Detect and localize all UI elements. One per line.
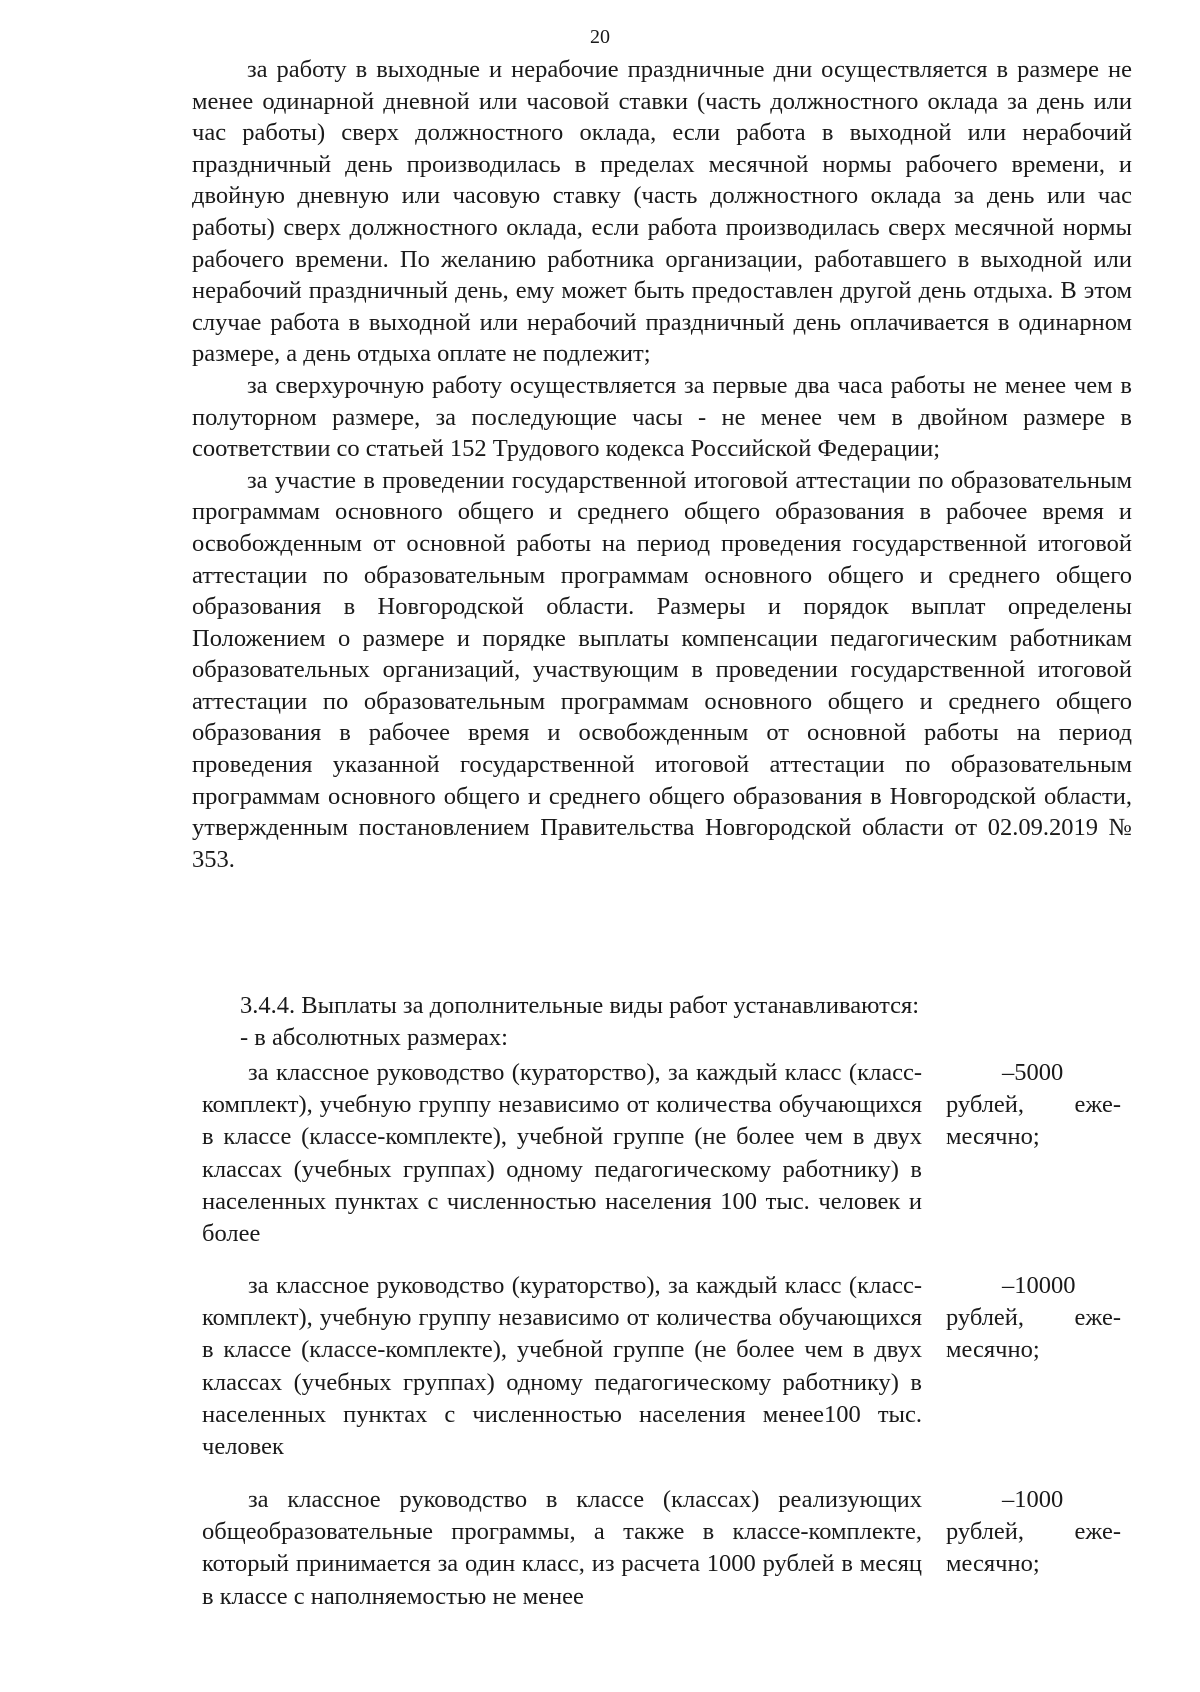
- list-intro: - в абсолютных размерах:: [240, 1023, 508, 1051]
- payment-row: [192, 1270, 1132, 1466]
- amount-frequency: месячно;: [946, 1550, 1040, 1578]
- additional-work-heading: [240, 990, 919, 1053]
- amount-frequency-prefix: еже-: [1074, 1518, 1121, 1546]
- payment-amount: [946, 1057, 1121, 1154]
- paragraph-attestation-pay: за участие в проведении государственной итоговой аттестации по образовательным программам основного общего и среднего общего образования в рабочее время и освобожденным от основной работы на период проведения государственной итоговой аттестации по образовательным программам основного общего и среднего общего образования в Новгородской области. Размеры и порядок выплат определены Положением о размере и порядке выплаты компенсации педагогическим работникам образовательных организаций, участвующим в проведении государственной итоговой аттестации по образовательным программам основного общего и среднего общего образования в рабочее время и освобожденным от основной работы на период проведения указанной государственной итоговой аттестации по образовательным программам основного общего и среднего общего образования в Новгородской области, утвержденным постановлением Правительства Новгородской области от 02.09.2019 № 353.: [192, 466, 1132, 873]
- amount-unit: рублей,: [946, 1304, 1025, 1332]
- amount-frequency: месячно;: [946, 1123, 1040, 1151]
- section-heading: 3.4.4. Выплаты за дополнительные виды работ устанавливаются:: [240, 992, 920, 1019]
- amount-frequency: месячно;: [946, 1336, 1040, 1364]
- paragraph-overtime-pay: за сверхурочную работу осуществляется за первые два часа работы не менее чем в полуторном размере, за последующие часы - не менее чем в двойном размере в соответствии со статьей 152 Трудового кодекса Российской Федерации;: [192, 371, 1132, 463]
- amount-frequency-prefix: еже-: [1074, 1304, 1121, 1332]
- amount-frequency-prefix: еже-: [1074, 1091, 1121, 1119]
- amount-unit: рублей,: [946, 1518, 1025, 1546]
- amount-value: –1000: [1002, 1486, 1064, 1513]
- amount-value: –5000: [1002, 1059, 1064, 1086]
- payment-row: [192, 1484, 1132, 1624]
- amount-value: –10000: [1002, 1272, 1076, 1299]
- payment-amount: [946, 1484, 1121, 1581]
- amount-unit: рублей,: [946, 1091, 1025, 1119]
- payment-description: за классное руководство (кураторство), за каждый класс (класс-комплект), учебную группу независимо от количества обучающихся в классе (классе-комплекте), учебной группе (не более чем в двух классах (учебных группах) одному педагогическому работнику) в населенных пунктах с численностью населения 100 тыс. человек и более: [202, 1059, 922, 1248]
- payment-amount: [946, 1270, 1121, 1367]
- payment-description: за классное руководство в классе (классах) реализующих общеобразовательные программы, а также в классе-комплекте, который принимается за один класс, из расчета 1000 рублей в месяц в классе с наполняемостью не менее: [202, 1486, 922, 1610]
- payment-description: за классное руководство (кураторство), за каждый класс (класс-комплект), учебную группу независимо от количества обучающихся в классе (классе-комплекте), учебной группе (не более чем в двух классах (учебных группах) одному педагогическому работнику) в населенных пунктах с численностью населения менее100 тыс. человек: [202, 1272, 922, 1461]
- paragraph-weekend-pay: за работу в выходные и нерабочие праздничные дни осуществляется в размере не менее одинарной дневной или часовой ставки (часть должностного оклада за день или час работы) сверх должностного оклада, если работа в выходной или нерабочий праздничный день производилась в пределах месячной нормы рабочего времени, и двойную дневную или часовую ставку (часть должностного оклада за день или час работы) сверх должностного оклада, если работа производилась сверх месячной нормы рабочего времени. По желанию работника организации, работавшего в выходной или нерабочий праздничный день, ему может быть предоставлен другой день отдыха. В этом случае работа в выходной или нерабочий праздничный день оплачивается в одинарном размере, а день отдыха оплате не подлежит;: [192, 56, 1132, 368]
- page-number: 20: [590, 26, 610, 48]
- body-text: [192, 54, 1132, 875]
- payment-row: [192, 1057, 1132, 1253]
